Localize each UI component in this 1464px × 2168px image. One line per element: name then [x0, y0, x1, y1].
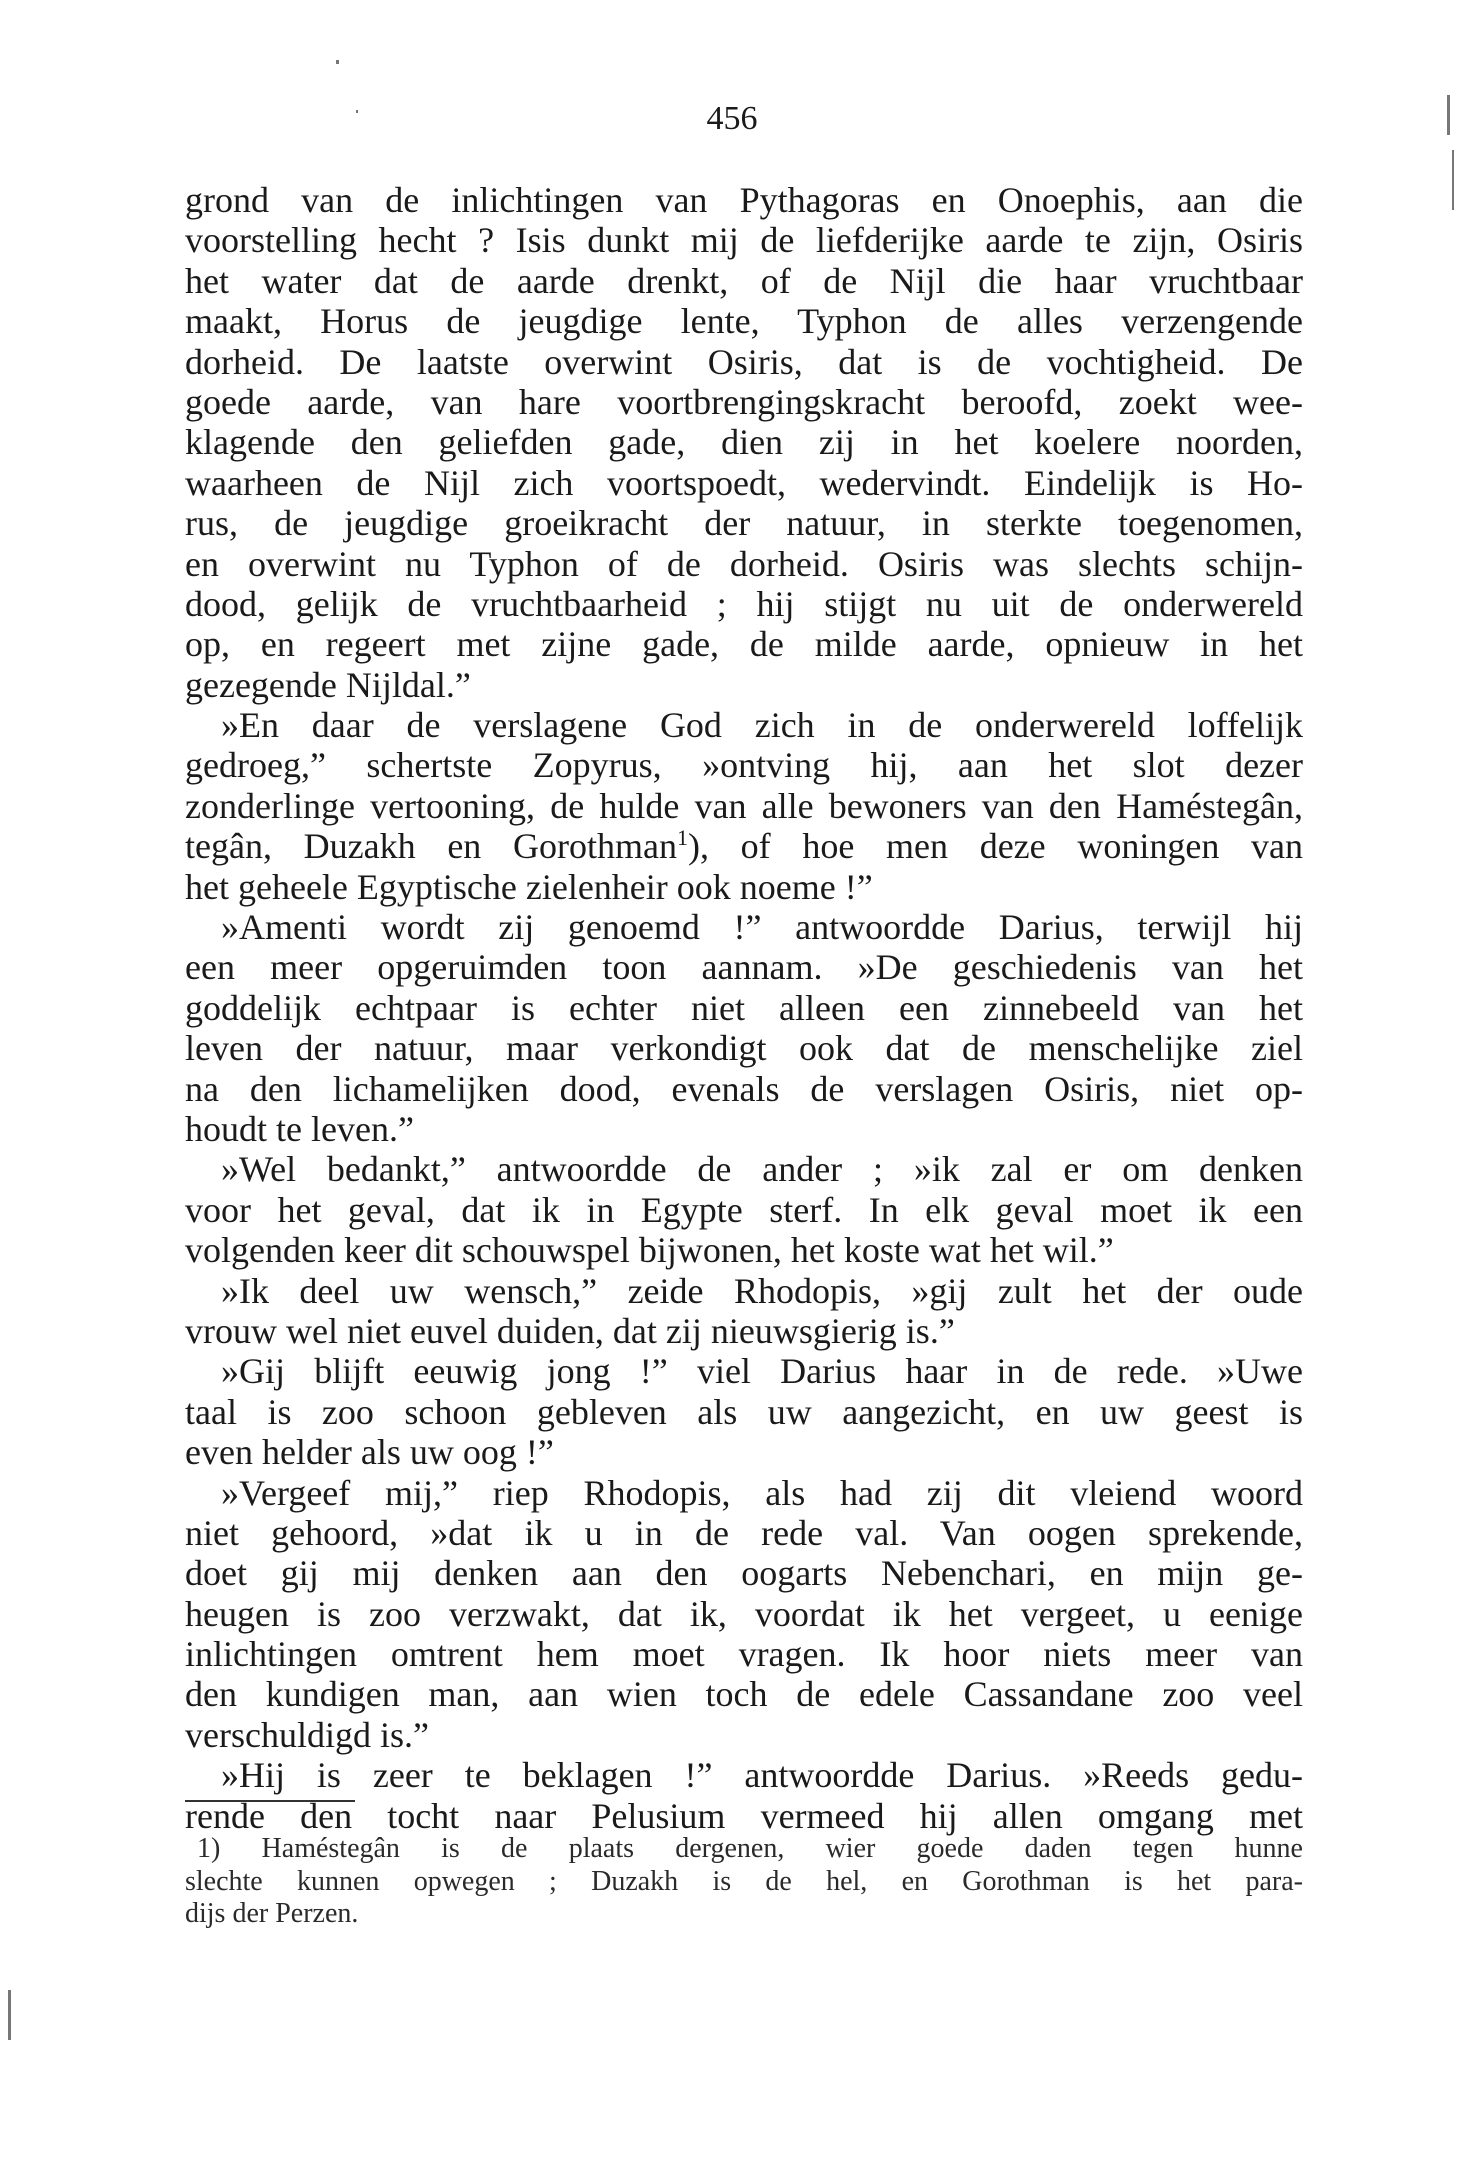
text-line [185, 1311, 1303, 1351]
text-line [185, 503, 1303, 543]
text-line [185, 624, 1303, 664]
text-line-content: tegân, Duzakh en Gorothman [185, 826, 677, 867]
text-line-content: houdt te leven.” [185, 1108, 414, 1149]
text-line-content: grond van de inlichtingen van Pythagoras en Onoephis, aan die [185, 180, 1303, 220]
body-text [185, 180, 1303, 1836]
text-line [185, 382, 1303, 422]
text-line [185, 988, 1303, 1028]
text-line [185, 947, 1303, 987]
text-line-content: vrouw wel niet euvel duiden, dat zij nieuwsgierig is.” [185, 1310, 955, 1351]
text-line [185, 1069, 1303, 1109]
text-line-content: leven der natuur, maar verkondigt ook dat de menschelijke ziel [185, 1028, 1303, 1069]
text-line-content: het geheele Egyptische zielenheir ook noeme !” [185, 866, 873, 907]
text-line-content: rende den tocht naar Pelusium vermeed hij allen omgang met [185, 1795, 1303, 1836]
text-line-content: goede aarde, van hare voortbrengingskracht beroofd, zoekt wee- [185, 381, 1303, 422]
text-line-content: na den lichamelijken dood, evenals de verslagen Osiris, niet op- [185, 1068, 1303, 1109]
text-line-content: heugen is zoo verzwakt, dat ik, voordat ik het vergeet, u eenige [185, 1593, 1303, 1634]
text-line [185, 342, 1303, 382]
text-line-content: even helder als uw oog !” [185, 1432, 554, 1473]
text-line [185, 1553, 1303, 1593]
text-line [185, 544, 1303, 584]
text-line-content: voorstelling hecht ? Isis dunkt mij de liefderijke aarde te zijn, Osiris [185, 220, 1303, 261]
text-line-content: klagende den geliefden gade, dien zij in het koelere noorden, [185, 422, 1303, 463]
text-line [185, 1634, 1303, 1674]
text-line [185, 1230, 1303, 1270]
footnote-line: slechte kunnen opwegen ; Duzakh is de hel, en Gorothman is het para- [185, 1865, 1303, 1897]
text-line [185, 1351, 1303, 1391]
text-line [185, 826, 1303, 866]
text-line [185, 584, 1303, 624]
text-line-content: inlichtingen omtrent hem moet vragen. Ik hoor niets meer van [185, 1634, 1303, 1675]
text-line [185, 180, 1303, 220]
text-line [185, 1149, 1303, 1189]
footnote-line: dijs der Perzen. [185, 1898, 359, 1929]
text-line-content: »Ik deel uw wensch,” zeide Rhodopis, »gij zult het der oude [221, 1270, 1303, 1311]
text-line-content: op, en regeert met zijne gade, de milde aarde, opnieuw in het [185, 624, 1303, 665]
text-line-content: »Amenti wordt zij genoemd !” antwoordde Darius, terwijl hij [221, 907, 1303, 948]
text-line-content: zonderlinge vertooning, de hulde van alle bewoners van den Haméstegân, [185, 785, 1303, 826]
text-line-content: »Hij is zeer te beklagen !” antwoordde Darius. »Reeds gedu- [221, 1755, 1303, 1796]
text-line [185, 1594, 1303, 1634]
text-line-content: gezegende Nijldal.” [185, 664, 471, 705]
text-line-content: doet gij mij denken aan den oogarts Nebenchari, en mijn ge- [185, 1553, 1303, 1594]
text-line [185, 705, 1303, 745]
text-line [185, 301, 1303, 341]
text-line [185, 745, 1303, 785]
text-line-content: maakt, Horus de jeugdige lente, Typhon de alles verzengende [185, 301, 1303, 342]
text-line-content: »Wel bedankt,” antwoordde de ander ; »ik zal er om denken [221, 1149, 1303, 1190]
text-line [185, 1190, 1303, 1230]
text-line-content: voor het geval, dat ik in Egypte sterf. In elk geval moet ik een [185, 1189, 1303, 1230]
text-line-content: den kundigen man, aan wien toch de edele Cassandane zoo veel [185, 1674, 1303, 1715]
text-line-content: dood, gelijk de vruchtbaarheid ; hij stijgt nu uit de onderwereld [185, 583, 1303, 624]
text-line [185, 1715, 1303, 1755]
text-line-content: »Vergeef mij,” riep Rhodopis, als had zij dit vleiend woord [221, 1472, 1303, 1513]
text-line [185, 1674, 1303, 1714]
footnote-block [185, 1833, 1303, 1931]
text-line [185, 786, 1303, 826]
text-line [185, 665, 1303, 705]
text-line [185, 1109, 1303, 1149]
text-line [185, 463, 1303, 503]
text-line [185, 867, 1303, 907]
footnote-divider [185, 1800, 355, 1802]
text-line-content: »En daar de verslagene God zich in de onderwereld loffelijk [221, 705, 1303, 746]
text-line [185, 1473, 1303, 1513]
text-line [185, 1271, 1303, 1311]
text-line [185, 261, 1303, 301]
text-line [185, 1755, 1303, 1795]
text-line [185, 1392, 1303, 1432]
text-line-content: niet gehoord, »dat ik u in de rede val. Van oogen sprekende, [185, 1512, 1303, 1553]
text-line [185, 907, 1303, 947]
footnote-marker: 1 [676, 826, 688, 851]
text-line-content: rus, de jeugdige groeikracht der natuur, in sterkte toegenomen, [185, 503, 1303, 544]
text-line-content: taal is zoo schoon gebleven als uw aangezicht, en uw geest is [185, 1391, 1303, 1432]
text-line-content: waarheen de Nijl zich voortspoedt, wedervindt. Eindelijk is Ho- [185, 462, 1303, 503]
text-line [185, 1432, 1303, 1472]
text-line-content: het water dat de aarde drenkt, of de Nijl die haar vruchtbaar [185, 260, 1303, 301]
text-line-content: een meer opgeruimden toon aannam. »De geschiedenis van het [185, 947, 1303, 988]
text-line-content: goddelijk echtpaar is echter niet alleen een zinnebeeld van het [185, 987, 1303, 1028]
text-line-continuation: ), of hoe men deze woningen van [687, 826, 1303, 867]
text-line-content: verschuldigd is.” [185, 1714, 429, 1755]
text-line-content: »Gij blijft eeuwig jong !” viel Darius haar in de rede. »Uwe [221, 1351, 1303, 1392]
text-line-content: volgenden keer dit schouwspel bijwonen, het koste wat het wil.” [185, 1230, 1114, 1271]
text-line [185, 220, 1303, 260]
text-line [185, 1028, 1303, 1068]
text-line [185, 422, 1303, 462]
text-line [185, 1513, 1303, 1553]
text-line-content: en overwint nu Typhon of de dorheid. Osiris was slechts schijn- [185, 543, 1303, 584]
text-line-content: gedroeg,” schertste Zopyrus, »ontving hij, aan het slot dezer [185, 745, 1303, 786]
page-number: 456 [706, 100, 758, 137]
text-line-content: dorheid. De laatste overwint Osiris, dat is de vochtigheid. De [185, 341, 1303, 382]
footnote-line: 1) Haméstegân is de plaats dergenen, wier goede daden tegen hunne [197, 1833, 1303, 1864]
